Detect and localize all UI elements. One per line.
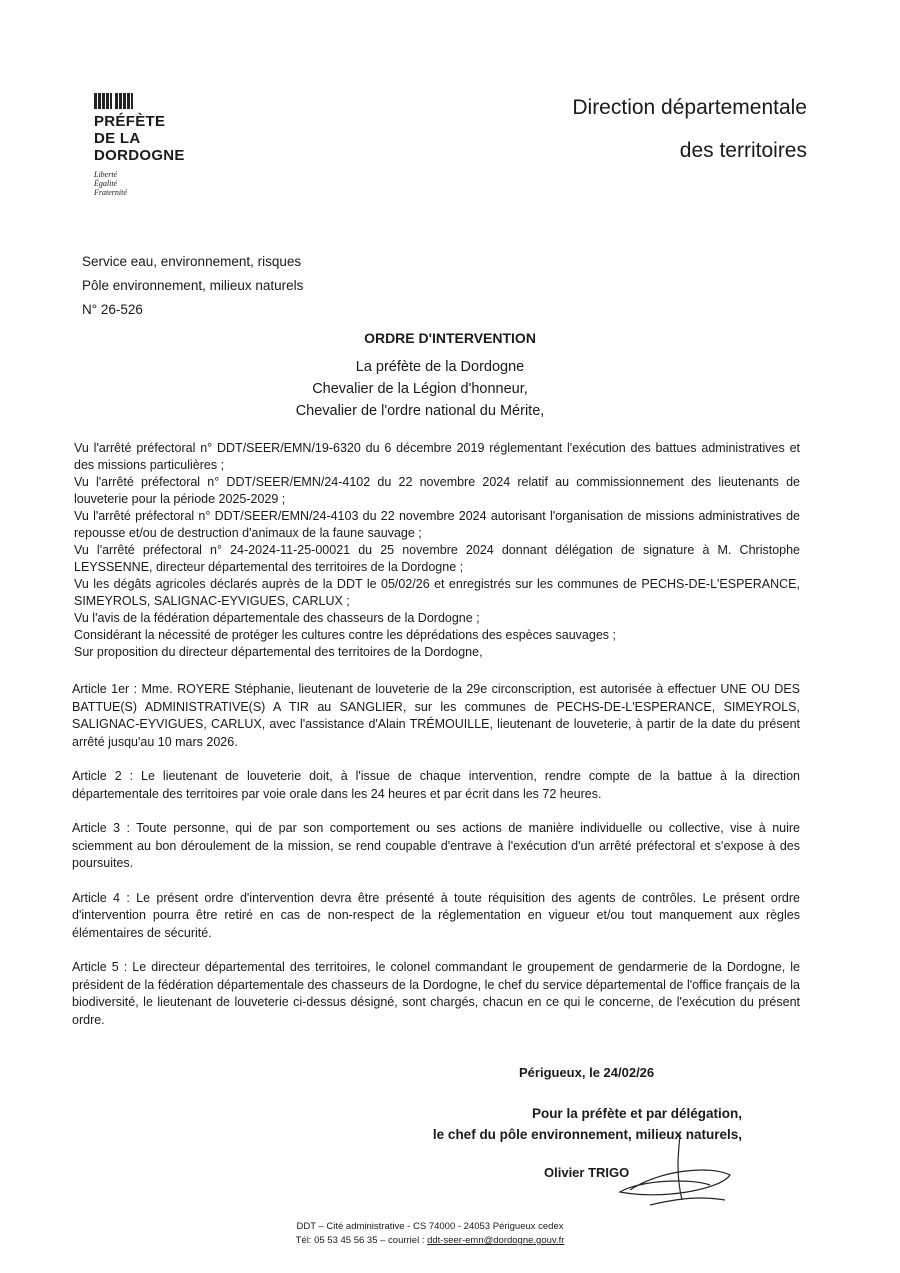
signer-name: Olivier TRIGO [544,1165,630,1180]
article [72,820,800,873]
motto-line: Fraternité [94,188,127,197]
articles-section [72,681,800,1046]
visa-item: Vu l'arrêté préfectoral n° DDT/SEER/EMN/24-4103 du 22 novembre 2024 autorisant l'organisation de missions administratives de repousse et/ou de destruction d'animaux de la faune sauvage ; [74,509,800,540]
article [72,681,800,751]
footer-address: DDT – Cité administrative - CS 74000 - 24053 Périgueux cedex [296,1221,564,1232]
direction-line: des territoires [679,139,807,162]
marianne-emblem-icon [94,93,234,109]
issuing-department [572,86,807,172]
article-label: Article 4 : [72,890,130,905]
footer-phone: Tél: 05 53 45 56 35 – courriel : [295,1235,428,1246]
article-text: Toute personne, qui de par son comportement ou ses actions de manière individuelle ou collective, vise à nuire sciemment au bon déroulement de la mission, se rend coupable d'entrave à l'exécution d'un arrêté préfectoral et s'expose à des poursuites. [72,821,800,870]
article-label: Article 3 : [72,821,131,835]
visas-section [74,440,800,661]
article-label: Article 5 : [72,960,128,974]
article-label: Article 2 : [72,769,134,783]
service-name: Service eau, environnement, risques [82,254,302,269]
article-label: Article 1er : [72,682,138,696]
logo-line: PRÉFÈTE [94,113,166,130]
article-text: Le lieutenant de louveterie doit, à l'issue de chaque intervention, rendre compte de la battue à la direction départementale des territoires par voie orale dans les 24 heures et par écrit dans les 72 heures. [72,769,800,801]
visa-item: Vu l'avis de la fédération départementale des chasseurs de la Dordogne ; [74,611,480,625]
page-footer [0,1220,860,1248]
service-block [82,250,303,322]
article [72,890,800,943]
authority-line: Chevalier de l'ordre national du Mérite, [295,403,545,419]
visa-item: Vu l'arrêté préfectoral n° 24-2024-11-25-00021 du 25 novembre 2024 donnant délégation de signature à M. Christophe LEYSSENNE, directeur départemental des territoires de la Dordogne ; [74,543,800,574]
authority-block [0,356,840,422]
visa-item: Vu l'arrêté préfectoral n° DDT/SEER/EMN/19-6320 du 6 décembre 2019 réglementant l'exécution des battues administratives et des missions particulières ; [74,441,800,472]
place-date: Périgueux, le 24/02/26 [519,1065,655,1080]
motto-line: Liberté [94,170,118,179]
article [72,959,800,1029]
article-text: Le présent ordre d'intervention devra être présenté à toute réquisition des agents de contrôles. Le présent ordre d'intervention pourra être retiré en cas de non-respect de la réglementation en vigueur et/ou tout manquement aux règles élémentaires de sécurité. [72,890,800,940]
logo-line: DE LA [94,130,141,147]
delegation-line: le chef du pôle environnement, milieux naturels, [432,1127,742,1142]
logo-line: DORDOGNE [94,147,185,164]
document-title: ORDRE D'INTERVENTION [364,330,536,346]
footer-email-link[interactable]: ddt-seer-emn@dordogne.gouv.fr [427,1235,565,1246]
document-number: N° 26-526 [82,302,143,317]
direction-line: Direction départementale [572,96,807,119]
visa-item: Vu l'arrêté préfectoral n° DDT/SEER/EMN/24-4102 du 22 novembre 2024 relatif au commissionnement des lieutenants de louveterie pour la période 2025-2029 ; [74,475,800,506]
delegation-line: Pour la préfète et par délégation, [531,1106,742,1121]
visa-item: Vu les dégâts agricoles déclarés auprès de la DDT le 05/02/26 et enregistrés sur les communes de PECHS-DE-L'ESPERANCE, SIMEYROLS, SALIGNAC-EYVIGUES, CARLUX ; [74,577,800,608]
authority-line: Chevalier de la Légion d'honneur, [312,381,528,397]
visa-item: Considérant la nécessité de protéger les cultures contre les déprédations des espèces sauvages ; [74,628,616,642]
pole-name: Pôle environnement, milieux naturels [82,278,304,293]
article-text: Le directeur départemental des territoires, le colonel commandant le groupement de gendarmerie de la Dordogne, le président de la fédération départementale des chasseurs de la Dordogne, le chef du service départemental de l'office français de la biodiversité, le lieutenant de louveterie ci-dessus désigné, sont chargés, chacun en ce qui le concerne, de l'exécution du présent ordre. [72,960,800,1027]
article [72,768,800,803]
visa-item: Sur proposition du directeur départemental des territoires de la Dordogne, [74,645,483,659]
republic-motto [94,170,234,197]
handwritten-signature-icon [590,1130,740,1210]
authority-line: La préfète de la Dordogne [355,359,525,375]
article-text: Mme. ROYERE Stéphanie, lieutenant de louveterie de la 29e circonscription, est autorisée à effectuer UNE OU DES BATTUE(S) ADMINISTRATIVE(S) A TIR au SANGLIER, sur les communes de PECHS-DE-L'ESPERANCE, SIMEYROLS, SALIGNAC-EYVIGUES, CARLUX, avec l'assistance d'Alain TRÉMOUILLE, lieutenant de louveterie, à partir de la date du présent arrêté jusqu'au 10 mars 2026. [72,682,801,749]
footer-contact [0,1234,860,1248]
prefecture-logo [94,93,234,197]
motto-line: Égalité [94,179,118,188]
